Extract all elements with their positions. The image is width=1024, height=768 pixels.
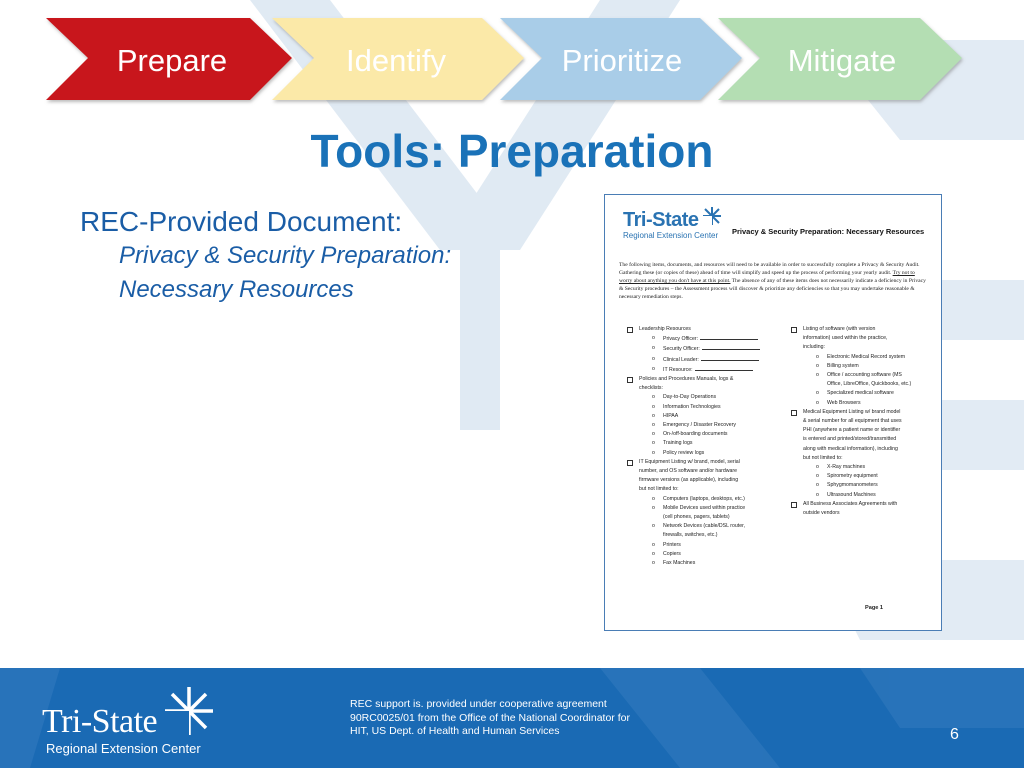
checklist-text: but not limited to: xyxy=(639,486,679,493)
blank-line xyxy=(695,365,753,371)
checklist-subitem xyxy=(625,344,785,354)
checklist-subitem xyxy=(789,399,942,408)
checklist-item-continued xyxy=(625,485,785,494)
checklist-text: Web Browsers xyxy=(827,399,861,406)
checklist-item-continued xyxy=(625,467,785,476)
checklist-item xyxy=(625,458,785,467)
bullet-circle-icon: o xyxy=(652,541,655,548)
checklist-subitem xyxy=(625,393,785,402)
checklist-item-continued xyxy=(789,509,942,518)
checklist-text: firmware versions (as applicable), including xyxy=(639,477,739,484)
checklist-text: Information Technologies xyxy=(663,403,721,410)
bullet-circle-icon: o xyxy=(652,560,655,567)
bullet-circle-icon: o xyxy=(816,473,819,480)
checklist-text: but not limited to: xyxy=(803,454,843,461)
checkbox-icon xyxy=(627,327,633,333)
bullet-circle-icon: o xyxy=(816,372,819,379)
checkbox-icon xyxy=(791,327,797,333)
checklist-text: Network Devices (cable/DSL router, xyxy=(663,523,745,530)
checklist-text: outside vendors xyxy=(803,510,840,517)
checklist-text: & serial number for all equipment that uses xyxy=(803,418,902,425)
intro-part2: The absence of any of these items does not necessarily indicate a deficiency in Privacy & Security procedures – the Assessment process will discover & prioritize any deficiencies so that you may undertake reasonable & necessary remediation steps. xyxy=(619,278,926,300)
checkbox-icon xyxy=(791,410,797,416)
checklist-item-continued xyxy=(789,426,942,435)
checklist-text: Office, LibreOffice, Quickbooks, etc.) xyxy=(827,381,912,388)
checklist-item-continued xyxy=(789,343,942,352)
checklist-text: Privacy Officer: xyxy=(663,336,699,343)
checklist-item xyxy=(789,500,942,509)
document-page-label: Page 1 xyxy=(865,605,884,611)
bullet-circle-icon: o xyxy=(652,394,655,401)
checklist-text: checklists: xyxy=(639,385,663,392)
checkbox-icon xyxy=(791,502,797,508)
blank-line xyxy=(702,344,760,350)
checklist-text: Office / accounting software (MS xyxy=(827,372,902,379)
bullet-circle-icon: o xyxy=(816,390,819,397)
checklist-item-continued xyxy=(789,334,942,343)
checklist-text: IT Equipment Listing w/ brand, model, serial xyxy=(639,458,740,465)
bullet-circle-icon: o xyxy=(816,482,819,489)
checklist-text: X-Ray machines xyxy=(827,464,866,471)
document-title: Privacy & Security Preparation: Necessary Resources xyxy=(732,227,925,236)
checkbox-icon xyxy=(627,377,633,383)
checklist-subitem xyxy=(789,472,942,481)
checklist-text: along with medical information), including xyxy=(803,445,898,452)
checklist-subitem xyxy=(625,504,785,513)
checklist-text: Electronic Medical Record system xyxy=(827,353,906,360)
checkbox-icon xyxy=(627,460,633,466)
checklist-text: On-/off-boarding documents xyxy=(663,431,728,438)
logo-star-icon xyxy=(701,205,723,227)
checklist-text: HIPAA xyxy=(663,412,679,419)
checklist-subitem xyxy=(625,355,785,365)
document-heading: REC-Provided Document: xyxy=(80,206,403,237)
checklist-text: Spirometry equipment xyxy=(827,473,878,480)
checklist-subitem xyxy=(789,353,942,362)
document-logo-sub: Regional Extension Center xyxy=(623,231,719,240)
checklist-subitem xyxy=(625,550,785,559)
checklist-text: Medical Equipment Listing w/ brand model xyxy=(803,408,901,415)
checklist-text: PHI (anywhere a patient name or identifier xyxy=(803,427,901,434)
bullet-circle-icon: o xyxy=(652,440,655,447)
checklist-text: Sphygmomanometers xyxy=(827,482,878,489)
checklist-text: All Business Associates Agreements with xyxy=(803,500,898,507)
bullet-circle-icon: o xyxy=(652,431,655,438)
bullet-circle-icon: o xyxy=(652,412,655,419)
checklist-subitem xyxy=(625,439,785,448)
checklist-subitem xyxy=(625,412,785,421)
checklist-subitem xyxy=(625,449,785,458)
checklist-text: Security Officer: xyxy=(663,346,700,353)
checklist-item xyxy=(625,325,785,334)
checklist-item xyxy=(625,375,785,384)
document-logo xyxy=(623,209,718,241)
checklist-text: Printers xyxy=(663,541,681,548)
checklist-text: Mobile Devices used within practice xyxy=(663,504,746,511)
checklist-text: Billing system xyxy=(827,362,859,369)
document-checklist-right xyxy=(789,325,942,518)
process-steps xyxy=(0,0,1024,110)
slide-title: Tools: Preparation xyxy=(310,125,714,177)
step-label-identify: Identify xyxy=(346,43,446,78)
slide-body xyxy=(80,205,580,307)
checklist-subitem xyxy=(789,481,942,490)
document-logo-name: Tri-State xyxy=(623,209,699,231)
checklist-subitem xyxy=(625,365,785,375)
bullet-circle-icon: o xyxy=(816,362,819,369)
checklist-subitem xyxy=(789,463,942,472)
checklist-text: Copiers xyxy=(663,550,681,557)
bullet-circle-icon: o xyxy=(652,504,655,511)
bullet-circle-icon: o xyxy=(816,491,819,498)
checklist-subitem xyxy=(625,430,785,439)
checklist-item-continued xyxy=(789,445,942,454)
bullet-circle-icon: o xyxy=(652,355,655,362)
checklist-item xyxy=(789,325,942,334)
checklist-text: Clinical Leader: xyxy=(663,356,699,363)
checklist-subitem-continued xyxy=(625,513,785,522)
bullet-circle-icon: o xyxy=(652,550,655,557)
checklist-text: Policy review logs xyxy=(663,449,705,456)
document-checklist-left xyxy=(625,325,785,568)
bullet-circle-icon: o xyxy=(652,523,655,530)
checklist-item-continued xyxy=(625,384,785,393)
checklist-item-continued xyxy=(789,454,942,463)
checklist-text: Specialized medical software xyxy=(827,390,894,397)
document-intro xyxy=(619,261,929,301)
footer-logo-star-icon xyxy=(162,684,216,738)
checklist-text: is entered and printed/stored/transmitted xyxy=(803,436,897,443)
checklist-subitem xyxy=(625,421,785,430)
bullet-circle-icon: o xyxy=(652,422,655,429)
checklist-subitem xyxy=(625,541,785,550)
bullet-circle-icon: o xyxy=(652,365,655,372)
step-label-prioritize: Prioritize xyxy=(561,43,683,78)
checklist-text: Policies and Procedures Manuals, logs & xyxy=(639,376,734,383)
checklist-text: Training logs xyxy=(663,440,693,447)
checklist-subitem-continued xyxy=(625,531,785,540)
footer-logo-name: Tri-State xyxy=(42,703,158,740)
checklist-subitem xyxy=(625,403,785,412)
checklist-text: number, and OS software and/or hardware xyxy=(639,468,738,475)
bullet-circle-icon: o xyxy=(652,403,655,410)
checklist-text: information) used within the practice, xyxy=(803,335,888,342)
checklist-subitem xyxy=(789,362,942,371)
checklist-subitem xyxy=(789,389,942,398)
checklist-item-continued xyxy=(789,435,942,444)
bullet-circle-icon: o xyxy=(652,449,655,456)
intro-part1: The following items, documents, and resources will need to be available in order to successfully complete a Privacy & Security Audit. Gathering these (or copies of these) ahead of time will simplify and speed up the process of performing your yearly audit. xyxy=(619,262,920,276)
intro-underlined: Try not to worry about anything you don't have at this point. xyxy=(619,270,915,284)
bullet-circle-icon: o xyxy=(652,345,655,352)
checklist-subitem xyxy=(625,559,785,568)
checklist-item-continued xyxy=(625,476,785,485)
checklist-text: Ultrasound Machines xyxy=(827,491,876,498)
document-name-line2: Necessary Resources xyxy=(119,276,354,303)
checklist-subitem xyxy=(789,491,942,500)
blank-line xyxy=(701,355,759,361)
bullet-circle-icon: o xyxy=(816,464,819,471)
checklist-subitem xyxy=(789,371,942,380)
bullet-circle-icon: o xyxy=(816,399,819,406)
checklist-text: IT Resource: xyxy=(663,366,693,373)
checklist-subitem xyxy=(625,495,785,504)
checklist-text: Leadership Resources xyxy=(639,326,691,332)
checklist-text: Listing of software (with version xyxy=(803,326,876,332)
checklist-item-continued xyxy=(789,417,942,426)
document-preview xyxy=(604,194,942,631)
bullet-circle-icon: o xyxy=(652,495,655,502)
checklist-subitem xyxy=(625,522,785,531)
step-label-mitigate: Mitigate xyxy=(787,43,897,78)
checklist-item xyxy=(789,408,942,417)
checklist-text: Fax Machines xyxy=(663,560,696,567)
blank-line xyxy=(700,334,758,340)
slide-page-number: 6 xyxy=(950,726,959,743)
checklist-text: (cell phones, pagers, tablets) xyxy=(663,514,730,521)
footer-bar xyxy=(0,668,1024,768)
checklist-text: Emergency / Disaster Recovery xyxy=(663,422,736,429)
footer-funding-note: REC support is. provided under cooperative agreement 90RC0025/01 from the Office of the National Coordinator for HIT, US Dept. of Health and Human Services xyxy=(350,698,630,737)
step-label-prepare: Prepare xyxy=(116,43,228,78)
checklist-text: Day-to-Day Operations xyxy=(663,394,717,401)
document-name-line1: Privacy & Security Preparation: xyxy=(119,242,452,269)
bullet-circle-icon: o xyxy=(816,353,819,360)
checklist-text: including: xyxy=(803,344,825,351)
checklist-subitem xyxy=(625,334,785,344)
checklist-text: firewalls, switches, etc.) xyxy=(663,532,718,539)
checklist-subitem-continued xyxy=(789,380,942,389)
footer-logo-sub: Regional Extension Center xyxy=(46,741,201,756)
checklist-text: Computers (laptops, desktops, etc.) xyxy=(663,495,745,502)
bullet-circle-icon: o xyxy=(652,335,655,342)
